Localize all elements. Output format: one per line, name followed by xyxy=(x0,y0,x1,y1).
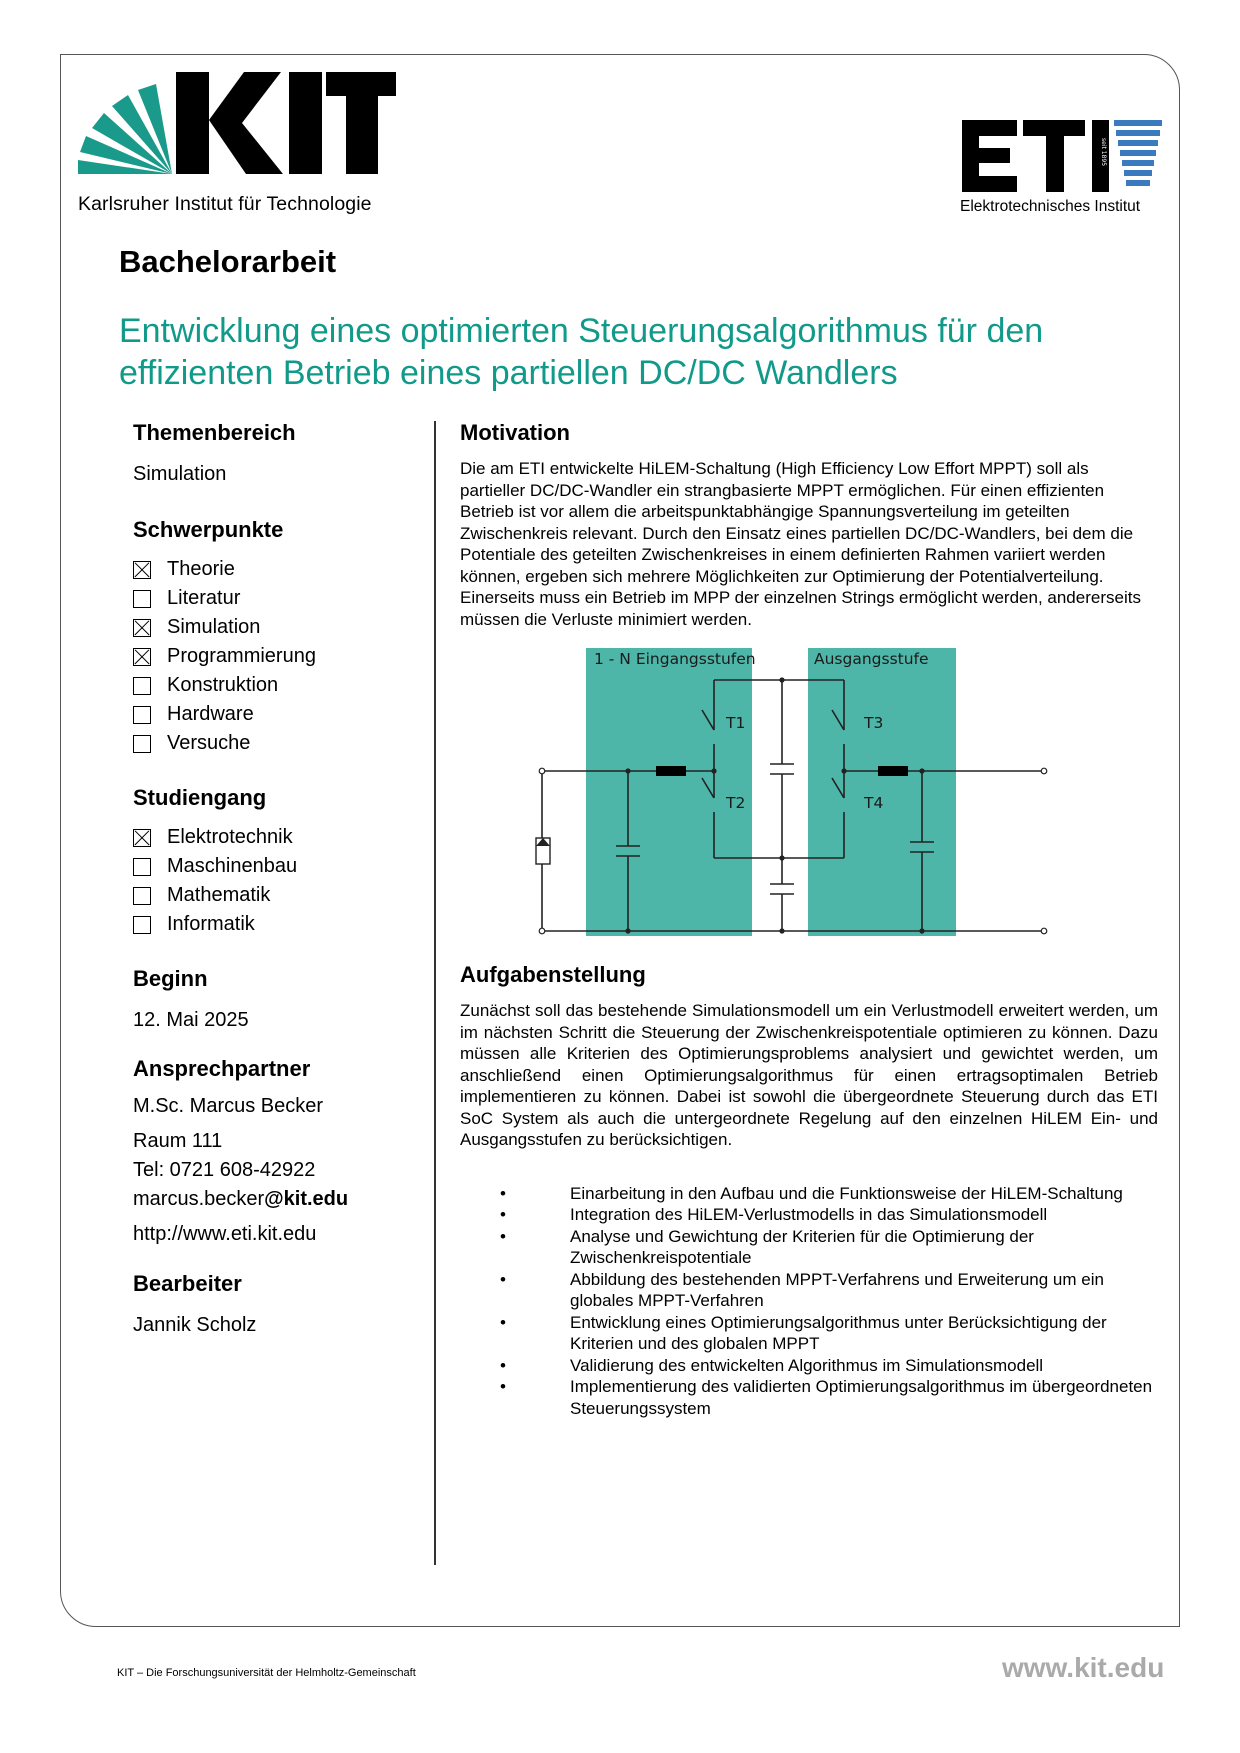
document-type: Bachelorarbeit xyxy=(119,244,337,279)
output-stage-box xyxy=(808,648,956,936)
switch-t1-label: T1 xyxy=(726,714,746,732)
focus-item-label: Theorie xyxy=(167,558,235,580)
input-stages-label: 1 - N Eingangsstufen xyxy=(594,650,756,668)
focus-item xyxy=(133,613,423,642)
task-list-item: • Einarbeitung in den Aufbau und die Funktionsweise der HiLEM-Schaltung xyxy=(460,1183,1158,1205)
program-heading: Studiengang xyxy=(133,785,267,810)
focus-item xyxy=(133,729,423,758)
info-sidebar xyxy=(133,420,423,1339)
switch-t4-label: T4 xyxy=(864,794,884,812)
focus-item-label: Konstruktion xyxy=(167,674,279,696)
unchecked-box-icon[interactable] xyxy=(133,916,151,934)
column-divider xyxy=(434,421,436,1565)
focus-item-label: Literatur xyxy=(167,587,241,609)
contact-block xyxy=(133,1092,423,1249)
task-text: Zunächst soll das bestehende Simulationsmodell um ein Verlustmodell erweitert werden, um im nächsten Schritt die Steuerung der Zwischenkreispotentiale optimieren zu können. Dazu müssen alle Kriterien des Optimierungsproblems analysiert und gewichtet werden, um anschließend einen Optimierungsalgorithmus für einen ertragsoptimalen Betrieb implementieren zu können. Dabei ist sowohl die übergeordnete Steuerung durch das ETI SoC System als auch die untergeordnete Regelung auf den einzelnen HiLEM Ein- und Ausgangsstufen zu berücksichtigen. xyxy=(460,1001,1158,1149)
kit-subtitle: Karlsruher Institut für Technologie xyxy=(78,193,372,215)
focus-item xyxy=(133,555,423,584)
eti-subtitle: Elektrotechnisches Institut xyxy=(960,198,1141,215)
circuit-diagram xyxy=(524,648,1064,948)
focus-item-label: Programmierung xyxy=(167,645,316,667)
task-list-item: • Entwicklung eines Optimierungsalgorithmus unter Berücksichtigung der Kriterien und des globalen MPPT xyxy=(460,1312,1158,1355)
program-item xyxy=(133,823,423,852)
checked-box-icon[interactable] xyxy=(133,648,151,666)
worker-heading: Bearbeiter xyxy=(133,1271,242,1296)
checked-box-icon[interactable] xyxy=(133,829,151,847)
program-checklist xyxy=(133,823,423,939)
email-domain: @kit.edu xyxy=(264,1188,349,1210)
start-heading: Beginn xyxy=(133,966,208,991)
focus-item xyxy=(133,642,423,671)
contact-phone: Tel: 0721 608-42922 xyxy=(133,1159,316,1181)
contact-website-link[interactable]: http://www.eti.kit.edu xyxy=(133,1223,317,1245)
motivation-text: Die am ETI entwickelte HiLEM-Schaltung (High Efficiency Low Effort MPPT) soll als partieller DC/DC-Wandler ein strangbasierte MPPT ermöglichen. Für einen effizienten Betrieb ist vor allem die arbeitspunktabhängige Spannungsverteilung im geteilten Zwischenkreis relevant. Durch den Einsatz eines partiellen DC/DC-Wandlers, bei dem die Potentiale des geteilten Zwischenkreises in einem definierten Rahmen variiert werden können, ergeben sich mehrere Möglichkeiten zur Optimierung der Potentialverteilung. Einerseits muss ein Betrieb im MPP der einzelnen Strings ermöglicht werden, andererseits müssen die Verluste minimiert werden. xyxy=(460,459,1141,629)
program-item xyxy=(133,852,423,881)
focus-heading: Schwerpunkte xyxy=(133,517,284,542)
task-list xyxy=(460,1183,1158,1420)
task-list-item: • Implementierung des validierten Optimierungsalgorithmus im übergeordneten Steuerungssystem xyxy=(460,1376,1158,1419)
switch-t2-label: T2 xyxy=(726,794,746,812)
unchecked-box-icon[interactable] xyxy=(133,887,151,905)
topic-heading: Themenbereich xyxy=(133,420,296,445)
focus-item xyxy=(133,584,423,613)
focus-item-label: Hardware xyxy=(167,703,254,725)
unchecked-box-icon[interactable] xyxy=(133,858,151,876)
program-item-label: Informatik xyxy=(167,913,255,935)
focus-checklist xyxy=(133,555,423,758)
contact-name: M.Sc. Marcus Becker xyxy=(133,1095,324,1117)
topic-value: Simulation xyxy=(133,463,227,485)
input-stage-box xyxy=(586,648,752,936)
output-stage-label: Ausgangsstufe xyxy=(814,650,929,668)
task-list-item: • Validierung des entwickelten Algorithmus im Simulationsmodell xyxy=(460,1355,1158,1377)
contact-room: Raum 111 xyxy=(133,1130,223,1152)
checked-box-icon[interactable] xyxy=(133,619,151,637)
checked-box-icon[interactable] xyxy=(133,561,151,579)
email-user: marcus.becker xyxy=(133,1188,265,1210)
unchecked-box-icon[interactable] xyxy=(133,677,151,695)
circuit-schematic xyxy=(524,648,1064,948)
contact-email[interactable] xyxy=(133,1185,423,1214)
worker-value: Jannik Scholz xyxy=(133,1314,257,1336)
program-item-label: Maschinenbau xyxy=(167,855,298,877)
focus-item xyxy=(133,671,423,700)
unchecked-box-icon[interactable] xyxy=(133,706,151,724)
focus-item-label: Versuche xyxy=(167,732,251,754)
input-inductor xyxy=(656,766,686,776)
program-item xyxy=(133,881,423,910)
main-content xyxy=(460,420,1158,1419)
focus-item-label: Simulation xyxy=(167,616,261,638)
motivation-heading: Motivation xyxy=(460,420,570,445)
kit-logo xyxy=(76,70,396,180)
switch-t3-label: T3 xyxy=(864,714,884,732)
task-list-item: • Analyse und Gewichtung der Kriterien für die Optimierung der Zwischenkreispotentiale xyxy=(460,1226,1158,1269)
program-item-label: Mathematik xyxy=(167,884,271,906)
start-value: 12. Mai 2025 xyxy=(133,1009,249,1031)
footer-tagline: KIT – Die Forschungsuniversität der Helmholtz-Gemeinschaft xyxy=(117,1667,416,1679)
program-item-label: Elektrotechnik xyxy=(167,826,293,848)
svg-text:seit 1895: seit 1895 xyxy=(1100,138,1107,167)
contact-heading: Ansprechpartner xyxy=(133,1056,311,1081)
unchecked-box-icon[interactable] xyxy=(133,735,151,753)
program-item xyxy=(133,910,423,939)
unchecked-box-icon[interactable] xyxy=(133,590,151,608)
output-inductor xyxy=(878,766,908,776)
eti-logo xyxy=(962,118,1162,196)
thesis-title: Entwicklung eines optimierten Steuerungsalgorithmus für den effizienten Betrieb eines partiellen DC/DC Wandlers xyxy=(119,312,1044,392)
footer-website-link[interactable]: www.kit.edu xyxy=(1002,1652,1165,1683)
task-list-item: • Integration des HiLEM-Verlustmodells in das Simulationsmodell xyxy=(460,1204,1158,1226)
task-heading: Aufgabenstellung xyxy=(460,962,646,987)
focus-item xyxy=(133,700,423,729)
task-list-item: • Abbildung des bestehenden MPPT-Verfahrens und Erweiterung um ein globales MPPT-Verfahren xyxy=(460,1269,1158,1312)
